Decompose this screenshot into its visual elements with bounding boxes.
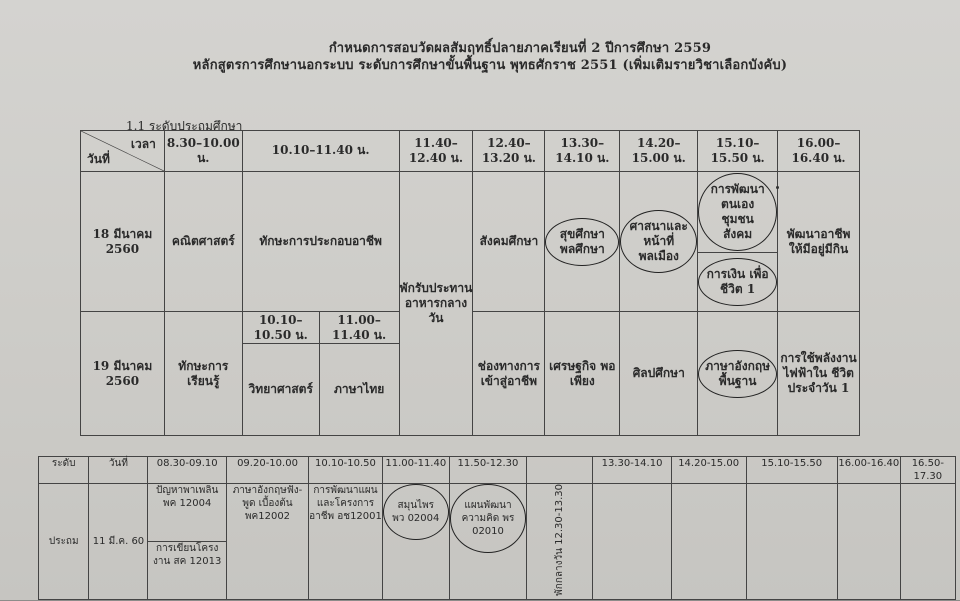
column-header: 10.10-10.50 — [309, 457, 383, 484]
empty-cell — [900, 484, 955, 600]
date-cell: 11 มี.ค. 60 — [89, 484, 148, 600]
circled-subject: การพัฒนา ตนเอง ชุมชน สังคม — [698, 173, 777, 251]
subject-cell: ทักษะการ เรียนรู้ — [164, 312, 242, 436]
document-subtitle: หลักสูตรการศึกษานอกระบบ ระดับการศึกษาขั้นพื้นฐาน พุทธศักราช 2551 (เพิ่มเติมรายวิชาเลือกบังคับ) — [192, 58, 788, 73]
time-header: 8.30–10.00 น. — [164, 131, 242, 172]
lunch-break-cell: พักรับประทาน อาหารกลางวัน — [399, 171, 473, 435]
column-header: 13.30-14.10 — [593, 457, 671, 484]
subject-cell: ช่องทางการ เข้าสู่อาชีพ — [473, 312, 545, 436]
subject-cell: คณิตศาสตร์ — [164, 171, 242, 311]
subject-cell: การพัฒนาแผน และโครงการ อาชีพ อช12001 — [309, 484, 383, 600]
subject-cell: สังคมศึกษา — [473, 171, 545, 311]
column-header: 16.00-16.40 — [837, 457, 900, 484]
circled-subject: แผนพัฒนา ความคิด พร 02010 — [450, 484, 527, 553]
subject-cell — [698, 171, 778, 252]
subject-cell: การใช้พลังงาน ไฟฟ้าใน ชีวิตประจำวัน 1 — [778, 312, 860, 436]
column-header: 15.10-15.50 — [746, 457, 837, 484]
corner-day-label: วันที่ — [87, 151, 110, 166]
column-header: วันที่ — [89, 457, 148, 484]
subject-cell: พัฒนาอาชีพ ให้มีอยู่มีกิน — [778, 171, 860, 311]
column-header: ระดับ — [39, 457, 89, 484]
time-header: 15.10–15.50 น. — [698, 131, 778, 172]
subject-cell — [620, 171, 698, 311]
corner-time-label: เวลา — [130, 137, 156, 151]
column-header: 11.50-12.30 — [449, 457, 527, 484]
document-title: กำหนดการสอบวัดผลสัมฤทธิ์ปลายภาคเรียนที่ 2 ปีการศึกษา 2559 — [328, 41, 712, 56]
subject-cell: ปัญหาพาเพลิน พค 12004 — [148, 484, 226, 542]
time-header: 11.40–12.40 น. — [399, 131, 473, 172]
time-header: 12.40–13.20 น. — [473, 131, 545, 172]
day-cell: 18 มีนาคม 2560 — [81, 171, 165, 311]
exam-schedule-table-2 — [38, 456, 956, 600]
sub-time-header: 11.00–11.40 น. — [319, 312, 399, 344]
pen-dot — [776, 186, 779, 189]
subject-cell: เศรษฐกิจ พอเพียง — [545, 312, 620, 436]
subject-cell: การเขียนโครงงาน สค 12013 — [148, 542, 226, 600]
corner-cell — [81, 131, 165, 172]
circled-subject: ภาษาอังกฤษ พื้นฐาน — [698, 350, 777, 398]
time-header: 16.00–16.40 น. — [778, 131, 860, 172]
subject-cell — [449, 484, 527, 600]
empty-cell — [746, 484, 837, 600]
subject-cell: ภาษาไทย — [319, 343, 399, 435]
column-header: 09.20-10.00 — [226, 457, 308, 484]
circled-subject: ศาสนาและ หน้าที่พลเมือง — [620, 210, 697, 273]
empty-cell — [593, 484, 671, 600]
time-header: 14.20–15.00 น. — [620, 131, 698, 172]
level-cell: ประถม — [39, 484, 89, 600]
empty-cell — [837, 484, 900, 600]
column-header — [527, 457, 593, 484]
time-header: 13.30–14.10 น. — [545, 131, 620, 172]
circled-subject: การเงิน เพื่อชีวิต 1 — [698, 258, 777, 306]
subject-cell — [698, 252, 778, 311]
subject-cell: ภาษาอังกฤษฟัง-พูด เบื้องต้น พค12002 — [226, 484, 308, 600]
circled-subject: สุขศึกษา พลศึกษา — [545, 218, 619, 266]
subject-cell — [382, 484, 449, 600]
lunch-break-label: พักกลางวัน 12.30-13.30 — [554, 483, 566, 596]
subject-cell: วิทยาศาสตร์ — [242, 343, 319, 435]
circled-subject: สมุนไพร พว 02004 — [383, 484, 449, 540]
lunch-break-cell — [527, 484, 593, 600]
column-header: 11.00-11.40 — [382, 457, 449, 484]
empty-cell — [671, 484, 746, 600]
column-header: 16.50-17.30 — [900, 457, 955, 484]
subject-cell — [698, 312, 778, 436]
exam-schedule-table — [80, 130, 860, 436]
subject-cell: ทักษะการประกอบอาชีพ — [242, 171, 399, 311]
column-header: 08.30-09.10 — [148, 457, 226, 484]
subject-cell — [545, 171, 620, 311]
time-header: 10.10–11.40 น. — [242, 131, 399, 172]
column-header: 14.20-15.00 — [671, 457, 746, 484]
sub-time-header: 10.10–10.50 น. — [242, 312, 319, 344]
subject-cell: ศิลปศึกษา — [620, 312, 698, 436]
day-cell: 19 มีนาคม 2560 — [81, 312, 165, 436]
section-heading: 1.1 ระดับประถมศึกษา — [126, 119, 243, 133]
